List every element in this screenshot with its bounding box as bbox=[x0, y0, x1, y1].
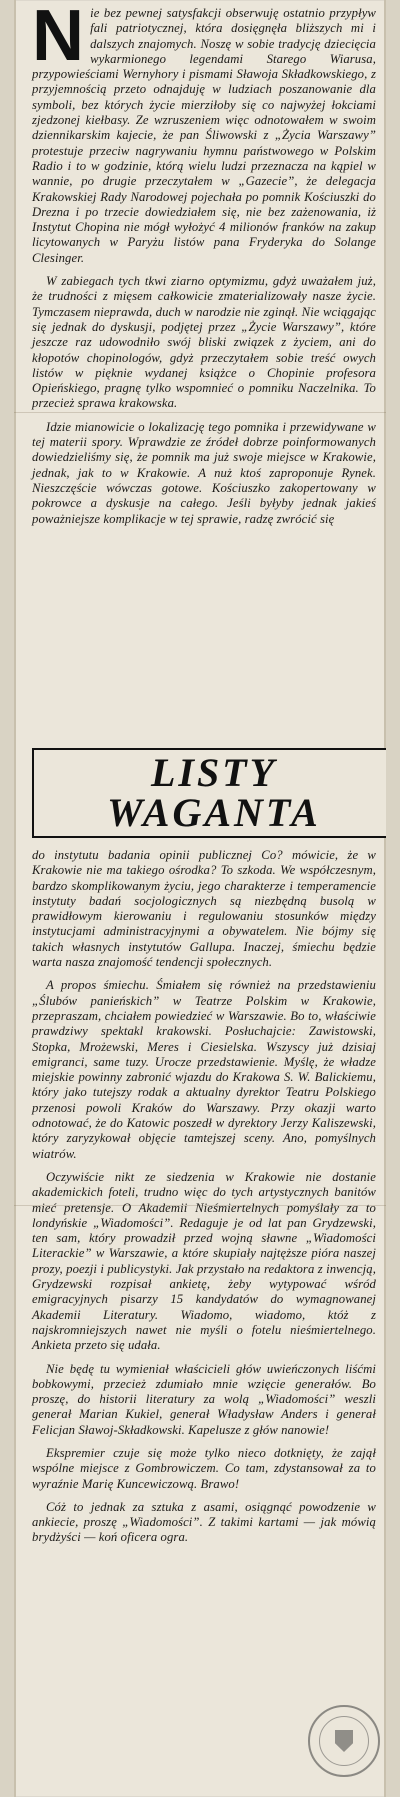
article-top-column bbox=[32, 0, 376, 535]
shield-icon bbox=[335, 1730, 353, 1752]
article-paragraph: Cóż to jednak za sztuka z asami, osiągnąć powodzenie w ankiecie, proszę „Wiadomości”. Z takimi kartami — jak mówią brydżyści — koń oficera ogra. bbox=[32, 1499, 376, 1545]
paper-edge-left bbox=[14, 0, 16, 1797]
article-paragraph: Idzie mianowicie o lokalizację tego pomnika i przewidywane w tej materii spory. Wprawdzie ze źródeł dobrze poinformowanych dowiedzieliśmy się, że pomnik ma już swoje miejsce w Krakowie, jednak, jak to w Krakowie. A nuż ktoś zaproponuje Rynek. Nieszczęście wówczas gotowe. Kościuszko zakopertowany w pokrowce a dyskusje na całego. Jeśli byłyby jednak jakieś poważniejsze komplikacje w tej sprawie, radzę zwrócić się bbox=[32, 419, 376, 526]
drop-cap: N bbox=[32, 0, 85, 76]
article-paragraph: Ekspremier czuje się może tylko nieco dotknięty, że zajął wspólne miejsce z Gombrowiczem. Co tam, zdystansował za to wyraźnie Marię Kuncewiczową. Brawo! bbox=[32, 1445, 376, 1491]
paper-edge-right bbox=[384, 0, 386, 1797]
newspaper-clipping bbox=[14, 0, 386, 1797]
article-paragraph: W zabiegach tych tkwi ziarno optymizmu, gdyż uważałem już, że trudności z mięsem całkowicie zmaterializowały nasze życie. Tymczasem nieprawda, duch w narodzie nie zginął. Nie wciągając się jednak do dyskusji, podjętej przez „Życie Warszawy”, które jeszcze raz udowodniło swój bliski związek z życiem, ani do kłopotów chopinologów, gdyż przeczytałem sobie treść owych listów w pięknie wydanej książce o Chopinie profesora Opieńskiego, pragnę tylko wspomnieć o pomniku Naczelnika. To przecież sprawa krakowska. bbox=[32, 274, 376, 411]
article-paragraph: Oczywiście nikt ze siedzenia w Krakowie nie dostanie akademickich foteli, trudno więc do tych artystycznych banitów mieć pretensje. O Akademii Nieśmiertelnych pomyślały za to londyńskie „Wiadomości”. Redaguje je od lat pan Grydzewski, ten sam, który prowadził przed wojną sławne „Wiadomości Literackie” w Warszawie, a które skupiały najtęższe pióra naszej prozy, poezji i publicystyki. Jak przystało na redaktora z inwencją, Grydzewski rozpisał ankietę, żeby wytypować wśród emigracyjnych pisarzy 15 kandydatów do wymagnowanej Akademii Literatury. Wiadomo, wiadomo, któż z najskromniejszych nawet nie myśli o fotelu nieśmiertelnego. Ankieta przeto się udała. bbox=[32, 1169, 376, 1353]
article-paragraph: A propos śmiechu. Śmiałem się również na przedstawieniu „Ślubów panieńskich” w Teatrze Polskim w Krakowie, przepraszam, chciałem powiedzieć w Warszawie. Bo to, właściwie prawdziwy spektakl krakowski. Posłuchajcie: Zawistowski, Stopka, Mrożewski, Meres i Ciesielska. Wszyscy już dzisiaj emigranci, same tuzy. Urocze przedstawienie. Myślę, że władze miejskie powinny zabronić wjazdu do Krakowa S. W. Balickiemu, który jako tutejszy rodak a aktualny dyrektor Teatru Polskiego przenosi powoli Kraków do Warszawy. Przy okazji warto odnotować, że do Katowic poszedł w dyrektory Jerzy Kaliszewski, który zaryzykował objęcie tamtejszej sceny. Ano, pomyślnych wiatrów. bbox=[32, 978, 376, 1161]
article-paragraph: do instytutu badania opinii publicznej Co? mówicie, że w Krakowie nie ma takiego ośrodka? To szkoda. We współczesnym, bardzo skomplikowanym życiu, jego charakterze i temperamencie instytuty badań socjologicznych są niezbędną busolą w prawidłowym kierowaniu i regulowaniu stosunków między instytucjami administracyjnymi a obywatelem. Nie bójmy się takich własnych instytutów Gallupa. Inaczej, śmiechu będzie warta nasza znajomość tendencji społecznych. bbox=[32, 848, 376, 970]
article-paragraph: Nie będę tu wymieniał właścicieli głów uwieńczonych liśćmi bobkowymi, przecież zdumiało mnie wzięcie generałów. Bo proszę, do historii literatury za wolą „Wiadomości” weszli generał Marian Kukiel, generał Władysław Anders i generał Felicjan Sławoj-Składkowski. Kapelusze z głów nanowie! bbox=[32, 1361, 376, 1437]
column-title-box bbox=[32, 748, 386, 838]
column-title-line-2: WAGANTA bbox=[107, 790, 321, 835]
library-stamp bbox=[308, 1705, 380, 1777]
article-bottom-column bbox=[32, 848, 376, 1554]
stamp-inner-ring bbox=[319, 1716, 369, 1766]
column-title-line-1: LISTY bbox=[150, 750, 278, 795]
article-paragraph bbox=[32, 0, 376, 266]
paragraph-text: ie bez pewnej satysfakcji obserwuję ostatnio przypływ fali patriotycznej, która dosięgnęła bliższych mi i dalszych znajomych. Noszę w sobie tradycję dziecięcia wykarmionego legendami Starego Wiarusa, przypowieściami Wernyhory i pismami Sławoja Składkowskiego, z przyjemnością przeto odnajduję w ludziach poszanowanie dla symboli, bez których życie mierziłoby się co najwyżej łokciami zjedzonej kiełbasy. Ze wzruszeniem więc odnotowałem w swoim dziennikarskim kajecie, że pan Śliwowski z „Życia Warszawy” protestuje przeciw nagrywaniu hymnu państwowego w Polskim Radio i to w godzinie, którą wielu ludzi przeznacza na kąpiel w wannie, po drugie przeczytałem w „Gazecie”, że delegacja Krakowskiej Rady Narodowej pojechała po pomnik Kościuszki do Drezna i po trzecie dowiedziałem się, nie bez zażenowania, iż Instytut Chopina nie mógł wyłożyć 4 milionów franków na zakup licytowanych w Paryżu listów pana Fryderyka do Solange Clesinger. bbox=[32, 6, 376, 265]
